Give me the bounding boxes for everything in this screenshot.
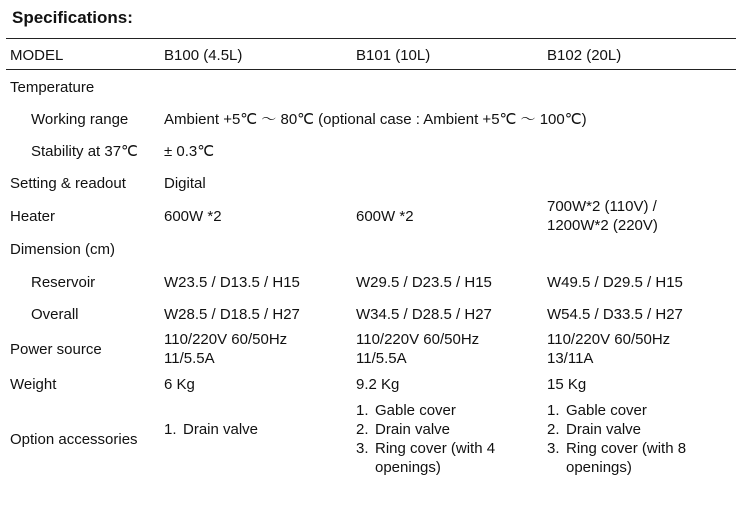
row-stability-label: Stability at 37℃ — [31, 143, 138, 160]
row-power-b101 — [356, 330, 479, 368]
row-heater-b100: 600W *2 — [164, 208, 222, 225]
options-b102-list — [547, 401, 686, 477]
list-text: Drain valve — [183, 421, 259, 438]
list-text-continued: openings) — [566, 459, 632, 476]
row-power-b100-line1: 110/220V 60/50Hz — [164, 331, 288, 348]
row-temperature-label: Temperature — [10, 79, 95, 96]
row-reservoir-b102: W49.5 / D29.5 / H15 — [547, 274, 683, 291]
row-reservoir-b100: W23.5 / D13.5 / H15 — [164, 274, 300, 291]
list-text: Ring cover (with 8 — [566, 440, 687, 457]
row-overall-b101: W34.5 / D28.5 / H27 — [356, 306, 492, 323]
list-text: Gable cover — [566, 402, 647, 419]
list-item — [356, 420, 495, 439]
list-text: Drain valve — [375, 421, 451, 438]
row-power-b102-line2: 13/11A — [547, 350, 594, 367]
list-text: Gable cover — [375, 402, 456, 419]
row-working-range-label: Working range — [31, 111, 129, 128]
list-number: 1. — [164, 421, 177, 438]
row-overall-b100: W28.5 / D18.5 / H27 — [164, 306, 300, 323]
row-setting-value: Digital — [164, 175, 206, 192]
row-reservoir-b101: W29.5 / D23.5 / H15 — [356, 274, 492, 291]
row-power-b101-line1: 110/220V 60/50Hz — [356, 331, 480, 348]
row-power-b102-line1: 110/220V 60/50Hz — [547, 331, 671, 348]
list-item — [547, 420, 686, 439]
row-options-label: Option accessories — [10, 431, 138, 448]
row-heater-b102 — [547, 197, 658, 235]
list-number: 1. — [356, 402, 369, 419]
list-text-continued: openings) — [375, 459, 441, 476]
row-power-b101-line2: 11/5.5A — [356, 350, 407, 367]
options-b101-list — [356, 401, 495, 477]
row-options-b102 — [547, 401, 686, 477]
row-heater-label: Heater — [10, 208, 56, 225]
header-rule — [6, 69, 736, 70]
row-weight-label: Weight — [10, 376, 57, 393]
row-weight-b101: 9.2 Kg — [356, 376, 400, 393]
list-item — [164, 420, 258, 439]
list-number: 3. — [547, 440, 560, 457]
list-item — [356, 439, 495, 477]
row-options-b101 — [356, 401, 495, 477]
row-stability-value: ± 0.3℃ — [164, 143, 215, 160]
list-number: 1. — [547, 402, 560, 419]
row-weight-b102: 15 Kg — [547, 376, 587, 393]
row-heater-b102-line1: 700W*2 (110V) / — [547, 198, 657, 215]
row-heater-b101: 600W *2 — [356, 208, 414, 225]
list-number: 2. — [547, 421, 560, 438]
header-b102: B102 (20L) — [547, 47, 622, 64]
list-item — [356, 401, 495, 420]
header-b101: B101 (10L) — [356, 47, 431, 64]
row-working-range-value: Ambient +5℃ ～ 80℃ (optional case : Ambient +5℃ ～ 100℃) — [164, 111, 587, 128]
row-power-b100 — [164, 330, 287, 368]
row-power-b102 — [547, 330, 670, 368]
row-setting-label: Setting & readout — [10, 175, 126, 192]
header-model: MODEL — [10, 47, 64, 64]
list-item — [547, 401, 686, 420]
list-number: 3. — [356, 440, 369, 457]
row-power-b100-line2: 11/5.5A — [164, 350, 215, 367]
header-b100: B100 (4.5L) — [164, 47, 243, 64]
row-reservoir-label: Reservoir — [31, 274, 96, 291]
row-options-b100 — [164, 420, 258, 439]
table-top-rule — [6, 38, 736, 39]
list-item — [547, 439, 686, 477]
row-overall-label: Overall — [31, 306, 79, 323]
list-text: Drain valve — [566, 421, 642, 438]
row-weight-b100: 6 Kg — [164, 376, 195, 393]
row-heater-b102-line2: 1200W*2 (220V) — [547, 217, 658, 234]
options-b100-list — [164, 420, 258, 439]
list-text: Ring cover (with 4 — [375, 440, 496, 457]
specifications-title: Specifications: — [12, 8, 133, 27]
row-overall-b102: W54.5 / D33.5 / H27 — [547, 306, 683, 323]
row-power-label: Power source — [10, 341, 102, 358]
list-number: 2. — [356, 421, 369, 438]
row-dimension-label: Dimension (cm) — [10, 241, 116, 258]
